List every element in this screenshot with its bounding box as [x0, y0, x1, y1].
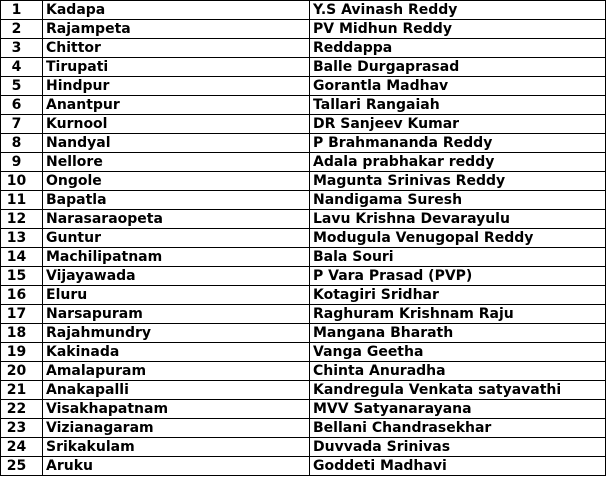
candidate-cell: Lavu Krishna Devarayulu — [310, 210, 606, 229]
table-row — [1, 134, 606, 153]
constituency-cell: Rajampeta — [43, 20, 310, 39]
candidate-cell: Goddeti Madhavi — [310, 457, 606, 476]
constituency-cell: Chittor — [43, 39, 310, 58]
row-number-cell: 8 — [1, 134, 43, 153]
candidate-cell: Adala prabhakar reddy — [310, 153, 606, 172]
row-number-cell: 11 — [1, 191, 43, 210]
row-number-cell: 7 — [1, 115, 43, 134]
row-number-cell: 24 — [1, 438, 43, 457]
row-number-cell: 22 — [1, 400, 43, 419]
table-row — [1, 286, 606, 305]
candidate-cell: Balle Durgaprasad — [310, 58, 606, 77]
row-number-cell: 25 — [1, 457, 43, 476]
row-number-cell: 13 — [1, 229, 43, 248]
candidate-cell: Tallari Rangaiah — [310, 96, 606, 115]
constituency-cell: Vizianagaram — [43, 419, 310, 438]
row-number-cell: 23 — [1, 419, 43, 438]
table-row — [1, 381, 606, 400]
row-number-cell: 16 — [1, 286, 43, 305]
table-row — [1, 457, 606, 476]
constituency-cell: Nellore — [43, 153, 310, 172]
candidate-cell: Reddappa — [310, 39, 606, 58]
table-row — [1, 58, 606, 77]
table-row — [1, 39, 606, 58]
table-row — [1, 267, 606, 286]
candidate-cell: Duvvada Srinivas — [310, 438, 606, 457]
table-row — [1, 191, 606, 210]
table-row — [1, 77, 606, 96]
candidate-cell: Raghuram Krishnam Raju — [310, 305, 606, 324]
row-number-cell: 19 — [1, 343, 43, 362]
table-row — [1, 248, 606, 267]
constituency-cell: Anantpur — [43, 96, 310, 115]
table-row — [1, 20, 606, 39]
row-number-cell: 15 — [1, 267, 43, 286]
candidate-cell: Chinta Anuradha — [310, 362, 606, 381]
row-number-cell: 20 — [1, 362, 43, 381]
row-number-cell: 14 — [1, 248, 43, 267]
constituency-cell: Narasaraopeta — [43, 210, 310, 229]
candidate-cell: MVV Satyanarayana — [310, 400, 606, 419]
candidate-cell: Bellani Chandrasekhar — [310, 419, 606, 438]
candidate-cell: P Vara Prasad (PVP) — [310, 267, 606, 286]
candidate-cell: Nandigama Suresh — [310, 191, 606, 210]
table-row — [1, 96, 606, 115]
constituency-cell: Guntur — [43, 229, 310, 248]
candidate-cell: Vanga Geetha — [310, 343, 606, 362]
candidate-cell: Kandregula Venkata satyavathi — [310, 381, 606, 400]
row-number-cell: 17 — [1, 305, 43, 324]
table-row — [1, 362, 606, 381]
candidate-cell: P Brahmananda Reddy — [310, 134, 606, 153]
row-number-cell: 3 — [1, 39, 43, 58]
table-row — [1, 400, 606, 419]
candidate-cell: PV Midhun Reddy — [310, 20, 606, 39]
constituency-cell: Anakapalli — [43, 381, 310, 400]
candidate-cell: Kotagiri Sridhar — [310, 286, 606, 305]
row-number-cell: 10 — [1, 172, 43, 191]
constituency-cell: Machilipatnam — [43, 248, 310, 267]
row-number-cell: 1 — [1, 1, 43, 20]
constituency-cell: Bapatla — [43, 191, 310, 210]
row-number-cell: 18 — [1, 324, 43, 343]
row-number-cell: 4 — [1, 58, 43, 77]
table-row — [1, 172, 606, 191]
constituency-cell: Kurnool — [43, 115, 310, 134]
table-row — [1, 343, 606, 362]
row-number-cell: 5 — [1, 77, 43, 96]
constituency-cell: Rajahmundry — [43, 324, 310, 343]
table-row — [1, 229, 606, 248]
candidate-cell: Mangana Bharath — [310, 324, 606, 343]
table-row — [1, 324, 606, 343]
constituency-cell: Kakinada — [43, 343, 310, 362]
constituency-cell: Kadapa — [43, 1, 310, 20]
constituency-cell: Visakhapatnam — [43, 400, 310, 419]
constituency-cell: Hindpur — [43, 77, 310, 96]
row-number-cell: 6 — [1, 96, 43, 115]
table-row — [1, 305, 606, 324]
table-row — [1, 115, 606, 134]
constituency-cell: Amalapuram — [43, 362, 310, 381]
constituency-cell: Srikakulam — [43, 438, 310, 457]
candidate-cell: Bala Souri — [310, 248, 606, 267]
row-number-cell: 2 — [1, 20, 43, 39]
constituency-cell: Tirupati — [43, 58, 310, 77]
table-body — [1, 1, 606, 476]
candidate-cell: Gorantla Madhav — [310, 77, 606, 96]
candidate-cell: Magunta Srinivas Reddy — [310, 172, 606, 191]
candidate-cell: Modugula Venugopal Reddy — [310, 229, 606, 248]
table-row — [1, 419, 606, 438]
constituency-cell: Aruku — [43, 457, 310, 476]
row-number-cell: 9 — [1, 153, 43, 172]
row-number-cell: 12 — [1, 210, 43, 229]
candidate-cell: Y.S Avinash Reddy — [310, 1, 606, 20]
table-row — [1, 210, 606, 229]
constituency-cell: Nandyal — [43, 134, 310, 153]
constituency-cell: Vijayawada — [43, 267, 310, 286]
constituency-cell: Narsapuram — [43, 305, 310, 324]
row-number-cell: 21 — [1, 381, 43, 400]
table-row — [1, 438, 606, 457]
candidate-cell: DR Sanjeev Kumar — [310, 115, 606, 134]
table-row — [1, 153, 606, 172]
constituency-cell: Ongole — [43, 172, 310, 191]
constituency-cell: Eluru — [43, 286, 310, 305]
table-row — [1, 1, 606, 20]
